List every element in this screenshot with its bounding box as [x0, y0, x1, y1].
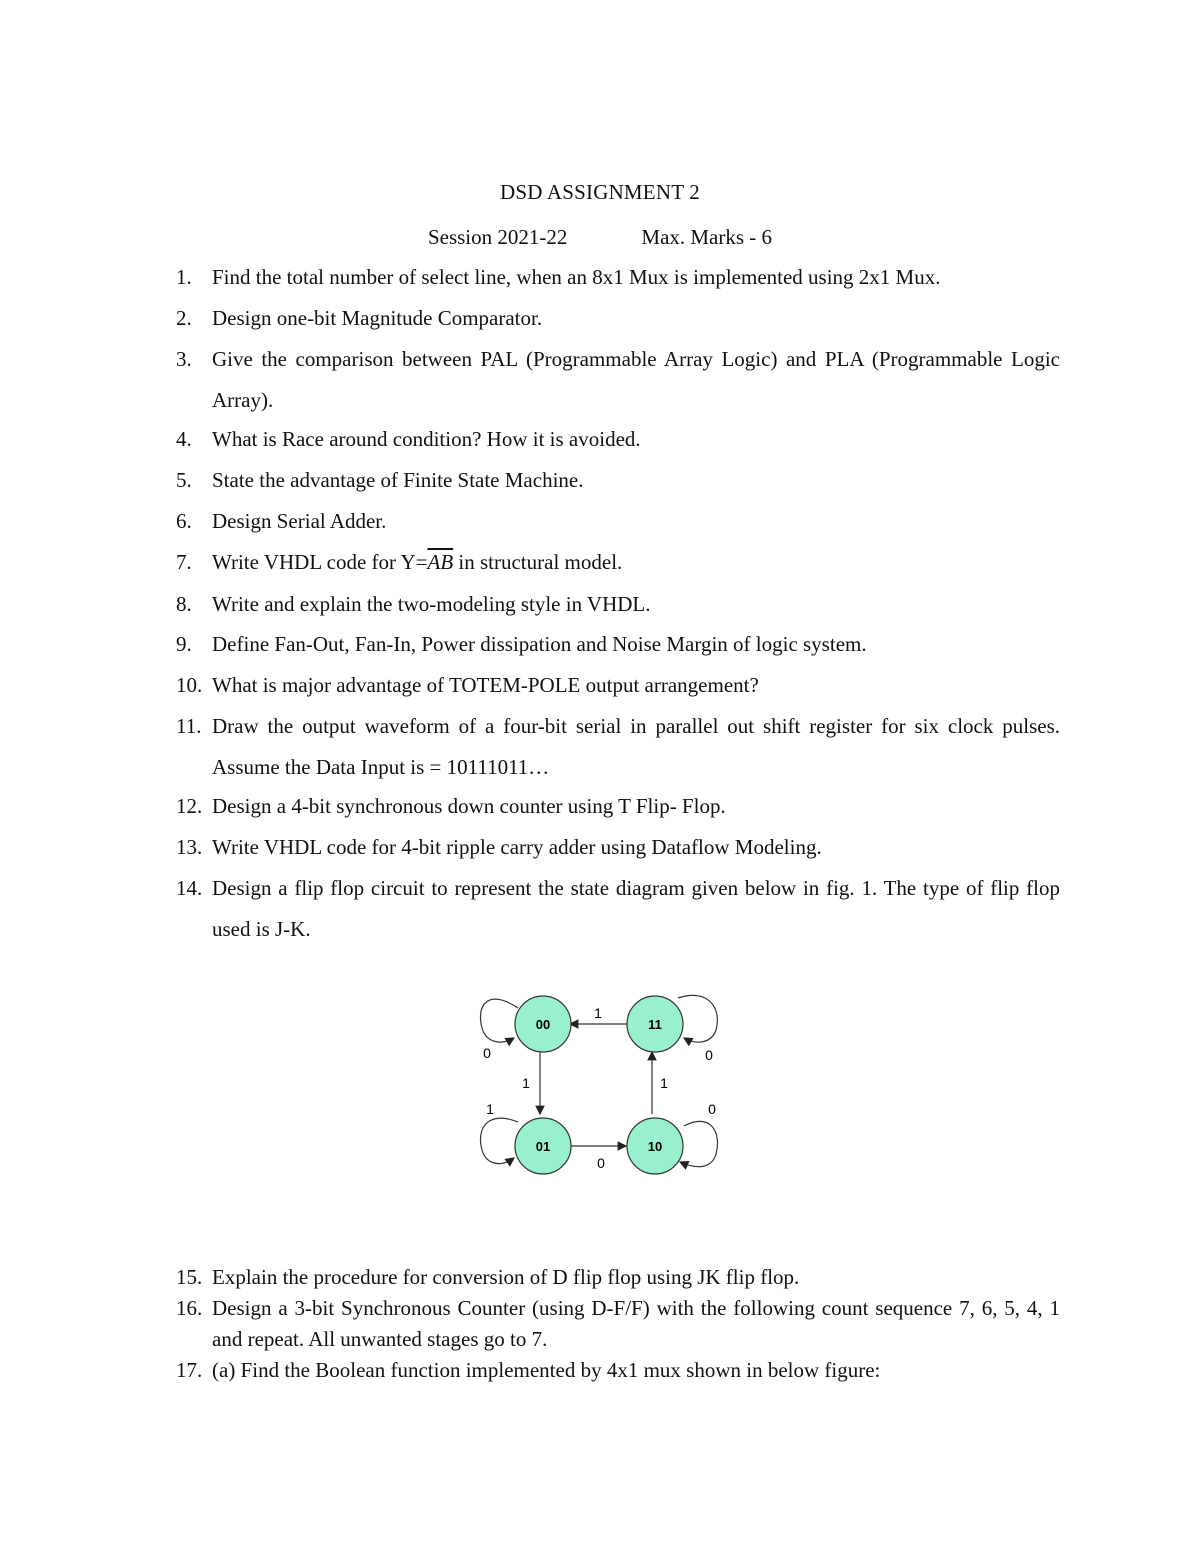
- session-line: [0, 225, 1200, 250]
- question-text: Design a flip flop circuit to represent the state diagram given below in fig. 1. The type of flip flop used is J-K.: [212, 876, 1060, 941]
- question-text: [212, 542, 1060, 583]
- self-loop-01: [481, 1118, 519, 1163]
- question-text: Find the total number of select line, when an 8x1 Mux is implemented using 2x1 Mux.: [212, 265, 941, 289]
- question-text: Draw the output waveform of a four-bit serial in parallel out shift register for six clock pulses. Assume the Data Input is = 10111011…: [212, 714, 1087, 779]
- loop-label: 0: [705, 1047, 713, 1063]
- question-text: Write and explain the two-modeling style in VHDL.: [212, 592, 651, 616]
- question-item: [176, 665, 1060, 706]
- question-text: Design a 3-bit Synchronous Counter (using D-F/F) with the following count sequence 7, 6, 5, 4, 1 and repeat. All unwanted stages go to 7.: [212, 1296, 1060, 1351]
- question-item: [176, 460, 1060, 501]
- question-number: 7.: [176, 550, 192, 574]
- question-number: 5.: [176, 468, 192, 492]
- question-text: Design a 4-bit synchronous down counter using T Flip- Flop.: [212, 794, 726, 818]
- question-text: Design one-bit Magnitude Comparator.: [212, 306, 543, 330]
- session-text: Session 2021-22: [427, 225, 568, 249]
- question-text: Design Serial Adder.: [212, 509, 387, 533]
- self-loop-10: [680, 1121, 718, 1166]
- question-text: (a) Find the Boolean function implemented by 4x1 mux shown in below figure:: [212, 1358, 881, 1382]
- state-label: 01: [535, 1139, 551, 1154]
- question-number: 2.: [176, 306, 192, 330]
- question-number: 14.: [176, 876, 203, 900]
- question-item: [176, 868, 1060, 950]
- question-text: State the advantage of Finite State Machine.: [212, 468, 584, 492]
- question-item: [176, 1355, 1060, 1386]
- question-number: 10.: [176, 673, 203, 697]
- question-item: [176, 257, 1060, 298]
- page-title: DSD ASSIGNMENT 2: [499, 180, 700, 204]
- question-item: [176, 501, 1060, 542]
- state-node-10: [627, 1118, 683, 1174]
- question-item: [176, 542, 1060, 583]
- edge-label: 0: [597, 1155, 605, 1171]
- loop-label: 1: [486, 1101, 494, 1117]
- question-item: [176, 624, 1060, 665]
- state-label: 11: [648, 1017, 662, 1032]
- self-loop-11: [678, 995, 717, 1042]
- state-diagram: [470, 980, 730, 1180]
- question-text: Give the comparison between PAL (Programmable Array Logic) and PLA (Programmable Logic Array).: [212, 347, 1060, 412]
- state-label: 00: [535, 1017, 551, 1032]
- question-number: 3.: [176, 347, 192, 371]
- self-loop-00: [481, 999, 519, 1042]
- loop-label: 0: [483, 1045, 491, 1061]
- nand-expression: $\overline{AB}$: [427, 550, 454, 574]
- question-item: [176, 786, 1060, 827]
- edge-label: 1: [660, 1075, 668, 1091]
- edge-label: 1: [522, 1075, 530, 1091]
- question-text: Explain the procedure for conversion of D flip flop using JK flip flop.: [212, 1265, 800, 1289]
- question-number: 4.: [176, 427, 192, 451]
- question-item: [176, 1293, 1060, 1355]
- question-number: 15.: [176, 1265, 203, 1289]
- question-text: Write VHDL code for 4-bit ripple carry adder using Dataflow Modeling.: [212, 835, 822, 859]
- question-item: [176, 1262, 1060, 1293]
- loop-label: 0: [708, 1101, 716, 1117]
- edge-label: 1: [594, 1005, 602, 1021]
- max-marks-text: Max. Marks - 6: [641, 225, 773, 249]
- state-node-11: [627, 996, 683, 1052]
- question-item: [176, 706, 1087, 788]
- question-item: [176, 584, 1060, 625]
- question-text: Define Fan-Out, Fan-In, Power dissipation and Noise Margin of logic system.: [212, 632, 867, 656]
- question-number: 16.: [176, 1296, 203, 1320]
- state-node-00: [515, 996, 571, 1052]
- question-item: [176, 339, 1060, 421]
- question-item: [176, 419, 1060, 460]
- question-number: 8.: [176, 592, 192, 616]
- question-item: [176, 827, 1060, 868]
- question-number: 17.: [176, 1358, 203, 1382]
- question-number: 12.: [176, 794, 203, 818]
- question-text: What is major advantage of TOTEM-POLE output arrangement?: [212, 673, 759, 697]
- question-number: 9.: [176, 632, 192, 656]
- question-number: 11.: [176, 714, 202, 738]
- question-number: 13.: [176, 835, 203, 859]
- question-number: 1.: [176, 265, 192, 289]
- question-text-after: in structural model.: [453, 550, 623, 574]
- question-text-before: Write VHDL code for Y=: [212, 550, 428, 574]
- question-number: 6.: [176, 509, 192, 533]
- question-text: What is Race around condition? How it is avoided.: [212, 427, 641, 451]
- question-item: [176, 298, 1060, 339]
- state-node-01: [515, 1118, 571, 1174]
- state-label: 10: [647, 1139, 663, 1154]
